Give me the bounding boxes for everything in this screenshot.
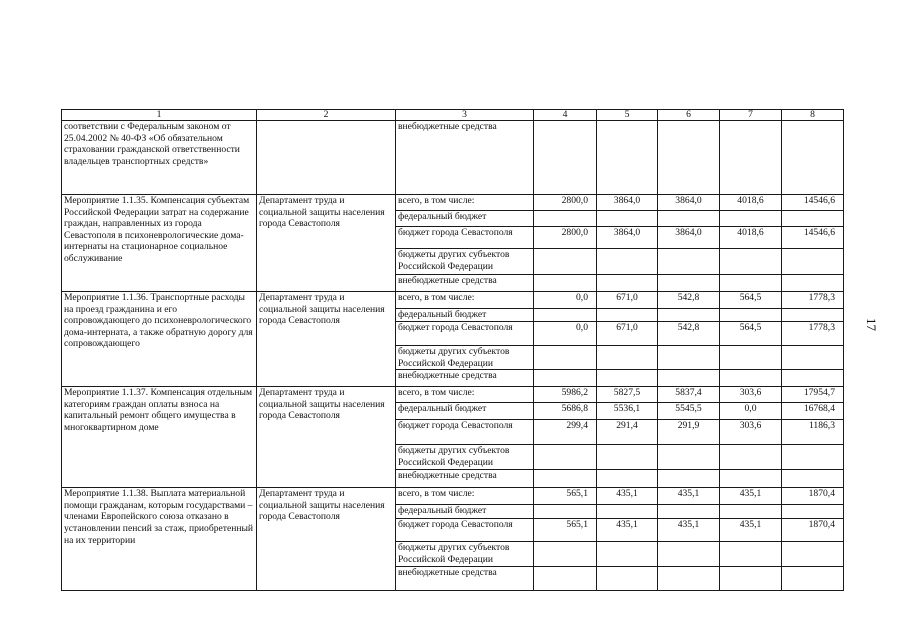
funding-source: федеральный бюджет <box>396 309 534 322</box>
value-cell: 4018,6 <box>720 195 782 211</box>
budget-table <box>61 109 844 591</box>
value-cell <box>534 249 597 275</box>
table-row <box>62 387 844 403</box>
value-cell: 303,6 <box>720 420 782 445</box>
value-cell: 0,0 <box>534 322 597 346</box>
value-cell <box>597 249 658 275</box>
column-number: 3 <box>396 110 534 121</box>
value-cell <box>658 370 720 387</box>
value-cell <box>720 275 782 292</box>
value-cell: 291,4 <box>597 420 658 445</box>
value-cell: 1870,4 <box>782 519 844 542</box>
value-cell <box>534 121 597 195</box>
value-cell <box>782 249 844 275</box>
value-cell: 291,9 <box>658 420 720 445</box>
value-cell: 14546,6 <box>782 195 844 211</box>
value-cell <box>720 505 782 519</box>
value-cell <box>782 470 844 488</box>
value-cell <box>782 370 844 387</box>
value-cell: 435,1 <box>720 519 782 542</box>
measure-description: Мероприятие 1.1.35. Компенсация субъектам Российской Федерации затрат на содержание граждан, направленных из города Севастополя в психоневрологические дома-интернаты на стационарное социальное обслуживание <box>62 195 257 292</box>
value-cell: 0,0 <box>720 403 782 420</box>
funding-source: внебюджетные средства <box>396 567 534 591</box>
executor-cell: Департамент труда и социальной защиты населения города Севастополя <box>257 292 396 387</box>
value-cell <box>658 567 720 591</box>
table-row <box>62 292 844 309</box>
value-cell: 3864,0 <box>597 195 658 211</box>
value-cell: 671,0 <box>597 322 658 346</box>
value-cell <box>658 211 720 227</box>
value-cell: 1778,3 <box>782 322 844 346</box>
value-cell: 3864,0 <box>597 227 658 249</box>
value-cell <box>782 505 844 519</box>
measure-description: Мероприятие 1.1.37. Компенсация отдельным категориям граждан оплаты взноса на капитальный ремонт общего имущества в многоквартирном доме <box>62 387 257 488</box>
column-number: 1 <box>62 110 257 121</box>
column-number: 5 <box>597 110 658 121</box>
value-cell <box>782 542 844 567</box>
value-cell <box>534 275 597 292</box>
value-cell: 5536,1 <box>597 403 658 420</box>
value-cell <box>597 445 658 470</box>
value-cell <box>658 121 720 195</box>
column-number: 2 <box>257 110 396 121</box>
funding-source: внебюджетные средства <box>396 121 534 195</box>
value-cell: 435,1 <box>597 488 658 505</box>
value-cell <box>720 121 782 195</box>
value-cell: 1870,4 <box>782 488 844 505</box>
funding-source: бюджет города Севастополя <box>396 519 534 542</box>
value-cell: 3864,0 <box>658 195 720 211</box>
value-cell <box>597 346 658 370</box>
value-cell <box>534 445 597 470</box>
value-cell: 2800,0 <box>534 227 597 249</box>
value-cell: 5827,5 <box>597 387 658 403</box>
value-cell <box>782 309 844 322</box>
value-cell <box>597 370 658 387</box>
value-cell <box>534 505 597 519</box>
value-cell <box>782 121 844 195</box>
value-cell <box>534 567 597 591</box>
funding-source: всего, в том числе: <box>396 292 534 309</box>
funding-source: внебюджетные средства <box>396 370 534 387</box>
measure-description: Мероприятие 1.1.38. Выплата материальной помощи гражданам, которым государствами – членами Европейского союза отказано в установлении пенсий за стаж, приобретенный на их территории <box>62 488 257 591</box>
value-cell: 542,8 <box>658 322 720 346</box>
funding-source: бюджет города Севастополя <box>396 420 534 445</box>
value-cell <box>720 445 782 470</box>
funding-source: всего, в том числе: <box>396 387 534 403</box>
value-cell: 5986,2 <box>534 387 597 403</box>
executor-cell: Департамент труда и социальной защиты населения города Севастополя <box>257 488 396 591</box>
funding-source: федеральный бюджет <box>396 403 534 420</box>
value-cell <box>720 542 782 567</box>
measure-description: Мероприятие 1.1.36. Транспортные расходы на проезд гражданина и его сопровождающего до психоневрологического дома-интерната, а также обратную дорогу для сопровождающего <box>62 292 257 387</box>
value-cell: 2800,0 <box>534 195 597 211</box>
executor-cell <box>257 121 396 195</box>
value-cell: 299,4 <box>534 420 597 445</box>
value-cell: 0,0 <box>534 292 597 309</box>
page-number: 17 <box>864 318 879 331</box>
value-cell <box>534 346 597 370</box>
value-cell <box>597 309 658 322</box>
funding-source: бюджеты других субъектов Российской Федерации <box>396 346 534 370</box>
value-cell: 435,1 <box>597 519 658 542</box>
value-cell: 1778,3 <box>782 292 844 309</box>
executor-cell: Департамент труда и социальной защиты населения города Севастополя <box>257 387 396 488</box>
column-number: 4 <box>534 110 597 121</box>
value-cell <box>597 542 658 567</box>
value-cell: 14546,6 <box>782 227 844 249</box>
value-cell <box>534 370 597 387</box>
value-cell <box>597 567 658 591</box>
table-row <box>62 488 844 505</box>
value-cell: 3864,0 <box>658 227 720 249</box>
value-cell <box>782 346 844 370</box>
value-cell <box>597 211 658 227</box>
value-cell <box>658 346 720 370</box>
value-cell <box>658 542 720 567</box>
header-row <box>62 110 844 121</box>
value-cell: 435,1 <box>658 488 720 505</box>
value-cell <box>782 211 844 227</box>
column-number: 8 <box>782 110 844 121</box>
value-cell <box>720 249 782 275</box>
value-cell <box>597 121 658 195</box>
value-cell <box>720 370 782 387</box>
value-cell <box>658 249 720 275</box>
funding-source: бюджет города Севастополя <box>396 322 534 346</box>
value-cell: 565,1 <box>534 488 597 505</box>
value-cell: 671,0 <box>597 292 658 309</box>
value-cell: 564,5 <box>720 322 782 346</box>
funding-source: бюджеты других субъектов Российской Федерации <box>396 542 534 567</box>
funding-source: всего, в том числе: <box>396 195 534 211</box>
executor-cell: Департамент труда и социальной защиты населения города Севастополя <box>257 195 396 292</box>
value-cell <box>658 309 720 322</box>
value-cell: 542,8 <box>658 292 720 309</box>
value-cell <box>534 542 597 567</box>
value-cell <box>782 567 844 591</box>
value-cell: 5837,4 <box>658 387 720 403</box>
value-cell: 4018,6 <box>720 227 782 249</box>
value-cell <box>597 470 658 488</box>
value-cell <box>782 445 844 470</box>
funding-source: бюджет города Севастополя <box>396 227 534 249</box>
value-cell <box>534 309 597 322</box>
value-cell: 17954,7 <box>782 387 844 403</box>
value-cell <box>782 275 844 292</box>
value-cell <box>534 470 597 488</box>
value-cell: 5545,5 <box>658 403 720 420</box>
funding-source: всего, в том числе: <box>396 488 534 505</box>
value-cell: 303,6 <box>720 387 782 403</box>
funding-source: федеральный бюджет <box>396 211 534 227</box>
table-body <box>62 110 844 591</box>
value-cell: 1186,3 <box>782 420 844 445</box>
table-row <box>62 195 844 211</box>
value-cell <box>720 309 782 322</box>
value-cell <box>658 445 720 470</box>
funding-source: бюджеты других субъектов Российской Федерации <box>396 249 534 275</box>
funding-source: бюджеты других субъектов Российской Федерации <box>396 445 534 470</box>
value-cell: 565,1 <box>534 519 597 542</box>
value-cell <box>534 211 597 227</box>
column-number: 6 <box>658 110 720 121</box>
funding-source: федеральный бюджет <box>396 505 534 519</box>
value-cell: 435,1 <box>658 519 720 542</box>
measure-description: соответствии с Федеральным законом от 25.04.2002 № 40-ФЗ «Об обязательном страховании гражданской ответственности владельцев транспортных средств» <box>62 121 257 195</box>
value-cell: 5686,8 <box>534 403 597 420</box>
funding-source: внебюджетные средства <box>396 275 534 292</box>
value-cell <box>720 470 782 488</box>
value-cell <box>720 346 782 370</box>
value-cell: 564,5 <box>720 292 782 309</box>
value-cell <box>720 211 782 227</box>
value-cell <box>658 505 720 519</box>
value-cell <box>720 567 782 591</box>
continuation-row <box>62 121 844 195</box>
value-cell: 16768,4 <box>782 403 844 420</box>
value-cell <box>597 505 658 519</box>
value-cell: 435,1 <box>720 488 782 505</box>
value-cell <box>658 470 720 488</box>
funding-source: внебюджетные средства <box>396 470 534 488</box>
column-number: 7 <box>720 110 782 121</box>
value-cell <box>597 275 658 292</box>
value-cell <box>658 275 720 292</box>
